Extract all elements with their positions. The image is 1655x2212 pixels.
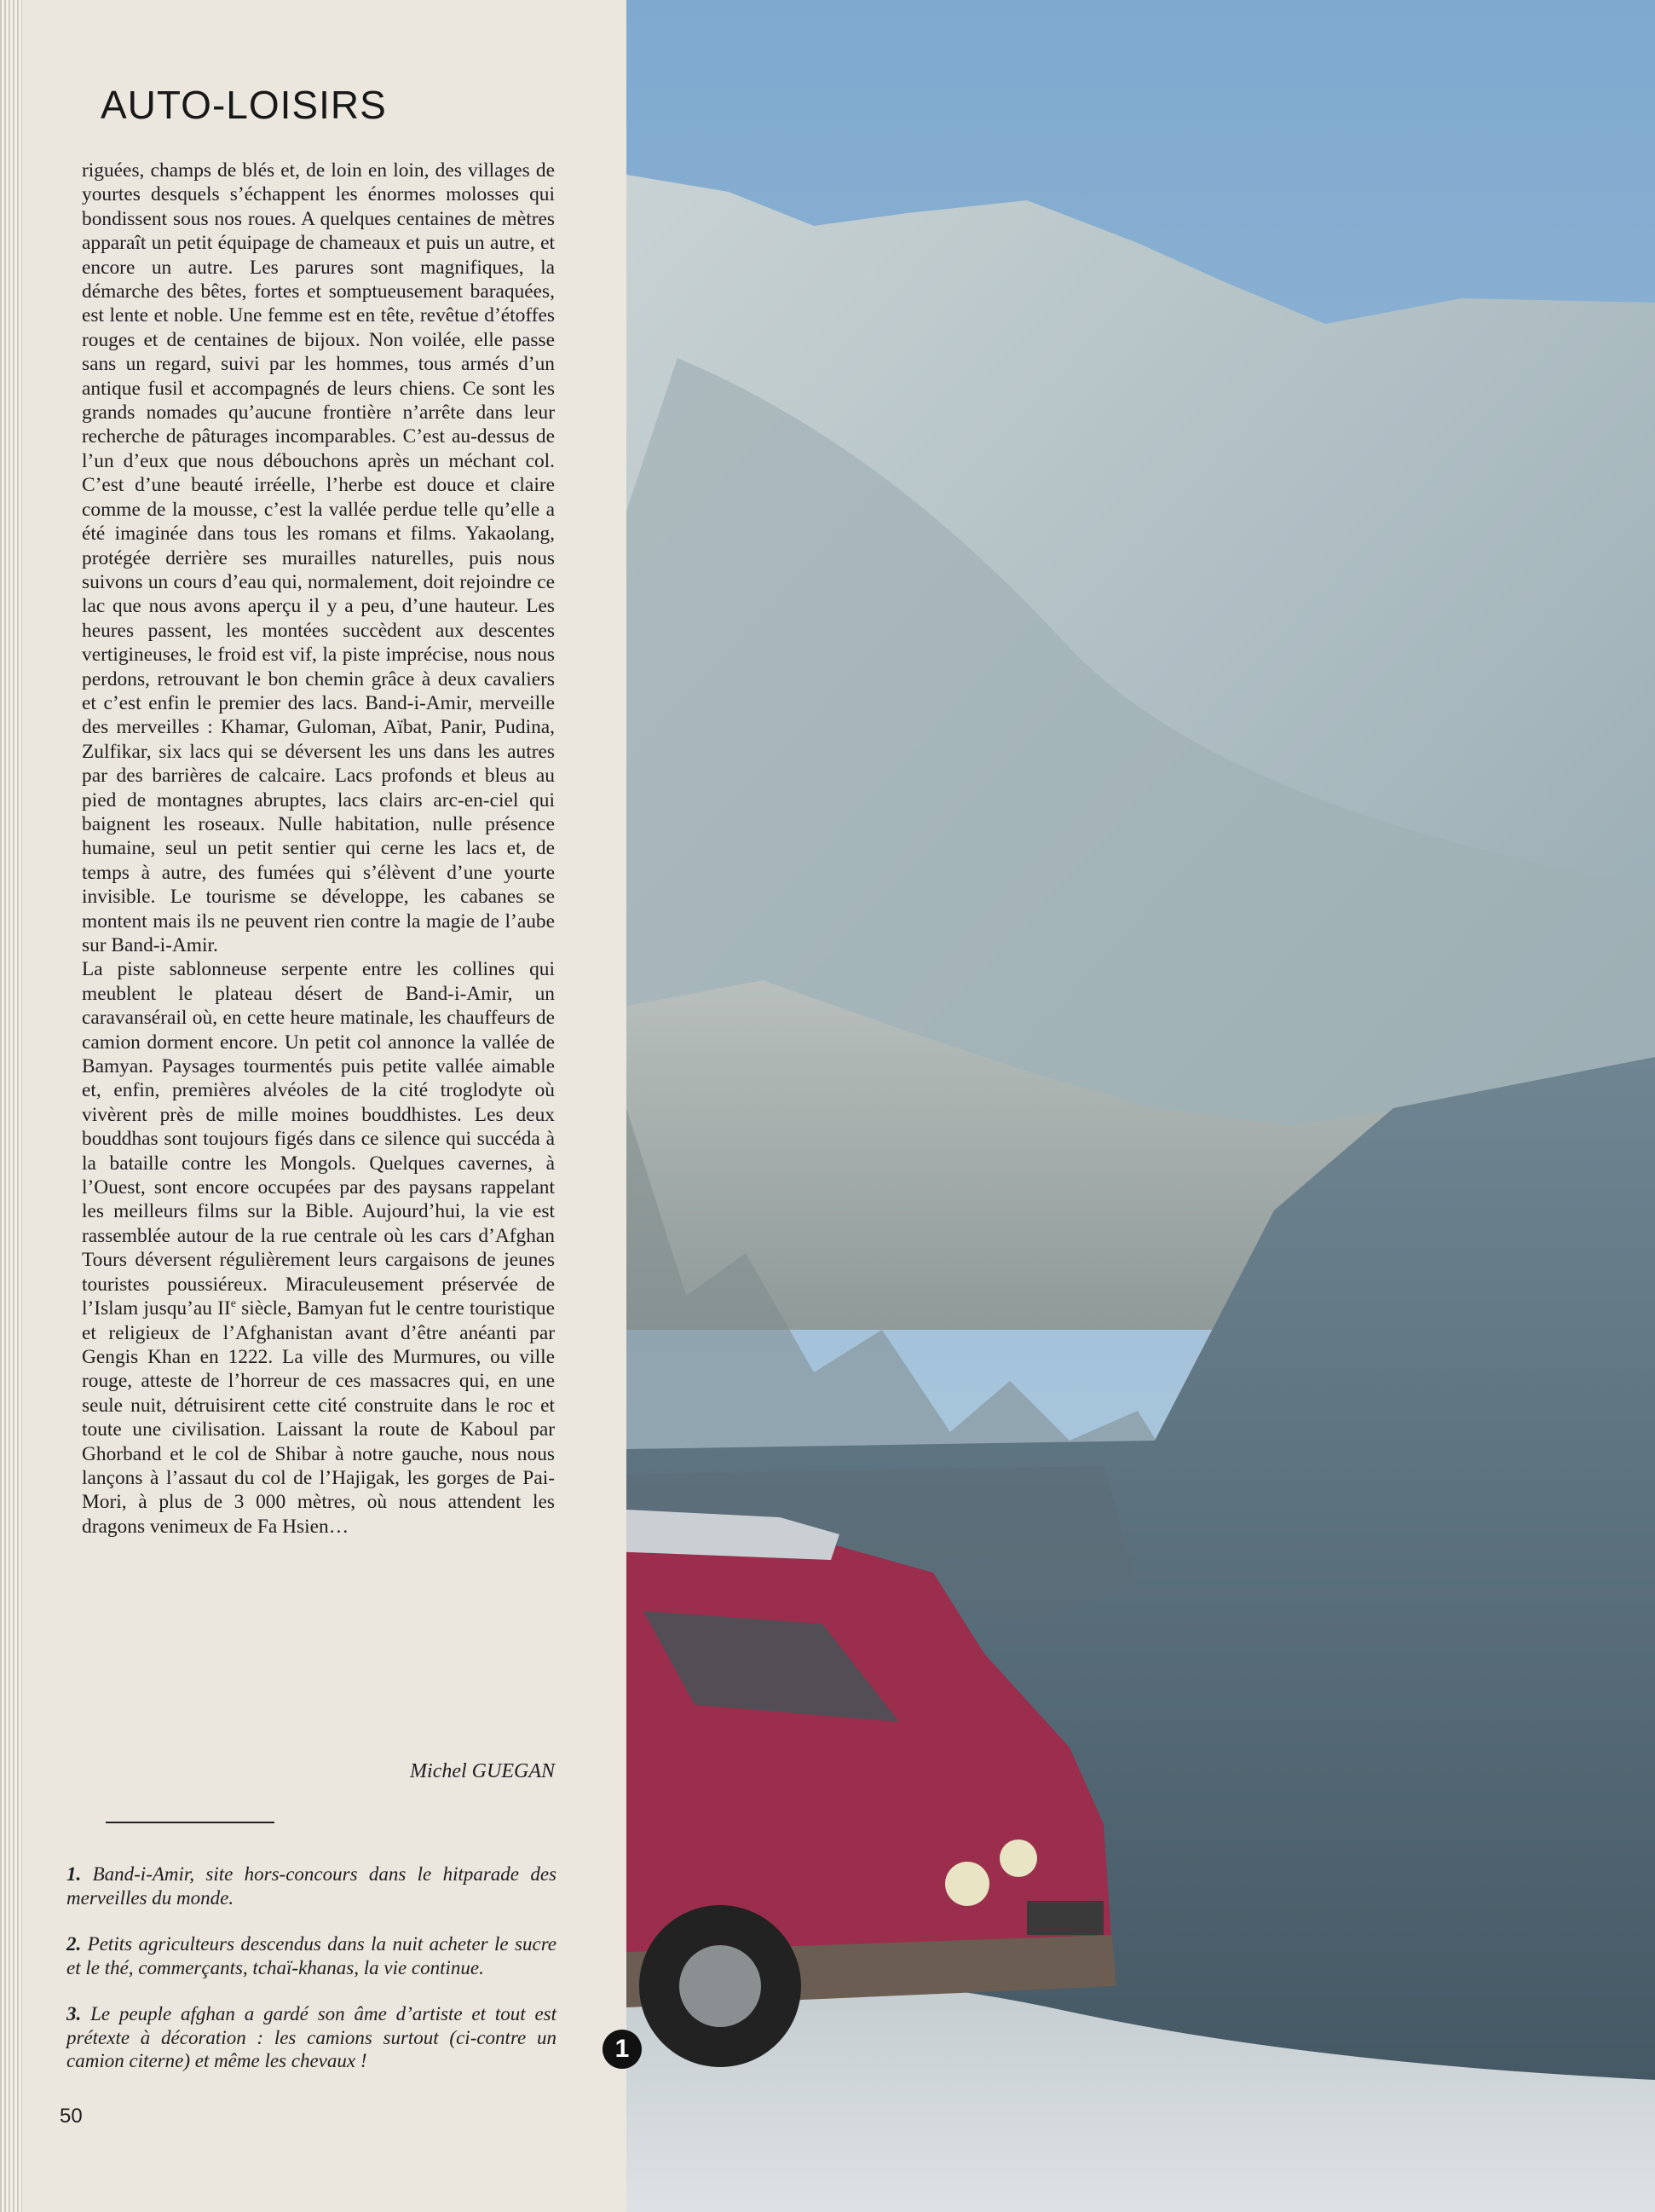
- section-heading: AUTO-LOISIRS: [101, 83, 387, 127]
- caption-text: Band-i-Amir, site hors-concours dans le hitparade des merveilles du monde.: [66, 1863, 557, 1909]
- photo-number-badge: 1: [603, 2030, 642, 2069]
- photo-captions: [66, 1863, 556, 2096]
- author-signature: Michel GUEGAN: [410, 1760, 555, 1782]
- article-paragraph-2-text: La piste sablonneuse serpente entre les collines qui meublent le plateau désert de Band-i-Amir, un caravansérail où, en cette heure matinale, les chauffeurs de camion dorment encore. Un petit col annonce la vallée de Bamyan. Paysages tourmentés puis petite vallée aimable et, enfin, premières alvéoles de la cité troglodyte où vivèrent près de mille moines bouddhistes. Les deux bouddhas sont toujours figés dans ce silence qui succéda à la bataille contre les Mongols. Quelques cavernes, à l’Ouest, sont encore occupées par des paysans rappelant les meilleurs films sur la Bible. Aujourd’hui, la vie est rassemblée autour de la rue centrale où les cars d’Afghan Tours déversent régulièrement leurs cargaisons de jeunes touristes poussiéreux. Miraculeusement préservée de l’Islam jusqu’au II: [82, 958, 555, 1320]
- landscape-photo: [626, 0, 1655, 2212]
- caption-number: 3.: [66, 2003, 82, 2024]
- stacked-page-edges: [0, 0, 22, 2212]
- superscript-e: e: [230, 1297, 236, 1311]
- caption-2: [66, 1932, 556, 1979]
- page-number: 50: [60, 2105, 83, 2128]
- article-paragraph-2-continued: siècle, Bamyan fut le centre touristique et religieux de l’Afghanistan avant d’être anéanti par Gengis Khan en 1222. La ville des Murmures, ou ville rouge, atteste de l’horreur de ces massacres qui, en une seule nuit, détruisirent cette cité construite dans le roc et toute une civilisation. Laissant la route de Kaboul par Ghorband et le col de Shibar à notre gauche, nous nous lançons à l’assaut du col de l’Hajigak, les gorges de Pai-Mori, à plus de 3 000 mètres, où nous attendent les dragons venimeux de Fa Hsien…: [82, 1297, 555, 1538]
- caption-number: 1.: [66, 1863, 82, 1885]
- caption-1: [66, 1863, 556, 1909]
- caption-divider: [106, 1822, 274, 1823]
- article-paragraph-2: [82, 957, 555, 1539]
- caption-3: [66, 2002, 556, 2073]
- caption-text: Petits agriculteurs descendus dans la nuit acheter le sucre et le thé, commerçants, tchaï-khanas, la vie continue.: [66, 1933, 557, 1978]
- article-body: [82, 159, 555, 1539]
- caption-number: 2.: [66, 1933, 82, 1955]
- article-paragraph-1: riguées, champs de blés et, de loin en loin, des villages de yourtes desquels s’échappent les énormes molosses qui bondissent sous nos roues. A quelques centaines de mètres apparaît un petit équipage de chameaux et puis un autre, et encore un autre. Les parures sont magnifiques, la démarche des bêtes, fortes et somptueusement baraquées, est lente et noble. Une femme est en tête, revêtue d’étoffes rouges et de centaines de bijoux. Non voilée, elle passe sans un regard, suivi par les hommes, tous armés d’un antique fusil et accompagnés de leurs chiens. Ce sont les grands nomades qu’aucune frontière n’arrête dans leur recherche de pâturages incomparables. C’est au-dessus de l’un d’eux que nous débouchons après un méchant col. C’est d’une beauté irréelle, l’herbe est douce et claire comme de la mousse, c’est la vallée perdue telle qu’elle a été imaginée dans tous les romans et films. Yakaolang, protégée derrière ses murailles naturelles, puis nous suivons un cours d’eau qui, normalement, doit rejoindre ce lac que nous avons aperçu il y a peu, d’une hauteur. Les heures passent, les montées succèdent aux descentes vertigineuses, le froid est vif, la piste imprécise, nous nous perdons, retrouvant le bon chemin grâce à deux cavaliers et c’est enfin le premier des lacs. Band-i-Amir, merveille des merveilles : Khamar, Guloman, Aïbat, Panir, Pudina, Zulfikar, six lacs qui se déversent les uns dans les autres par des barrières de calcaire. Lacs profonds et bleus au pied de montagnes abruptes, lacs clairs arc-en-ciel qui baignent les roseaux. Nulle habitation, nulle présence humaine, seul un petit sentier qui cerne les lacs et, de temps à autre, des fumées qui s’élèvent d’une yourte invisible. Le tourisme se développe, les cabanes se montent mais ils ne peuvent rien contre la magie de l’aube sur Band-i-Amir.: [82, 159, 555, 956]
- caption-text: Le peuple afghan a gardé son âme d’artiste et tout est prétexte à décoration : les camions surtout (ci-contre un camion citerne) et même les chevaux !: [66, 2003, 556, 2071]
